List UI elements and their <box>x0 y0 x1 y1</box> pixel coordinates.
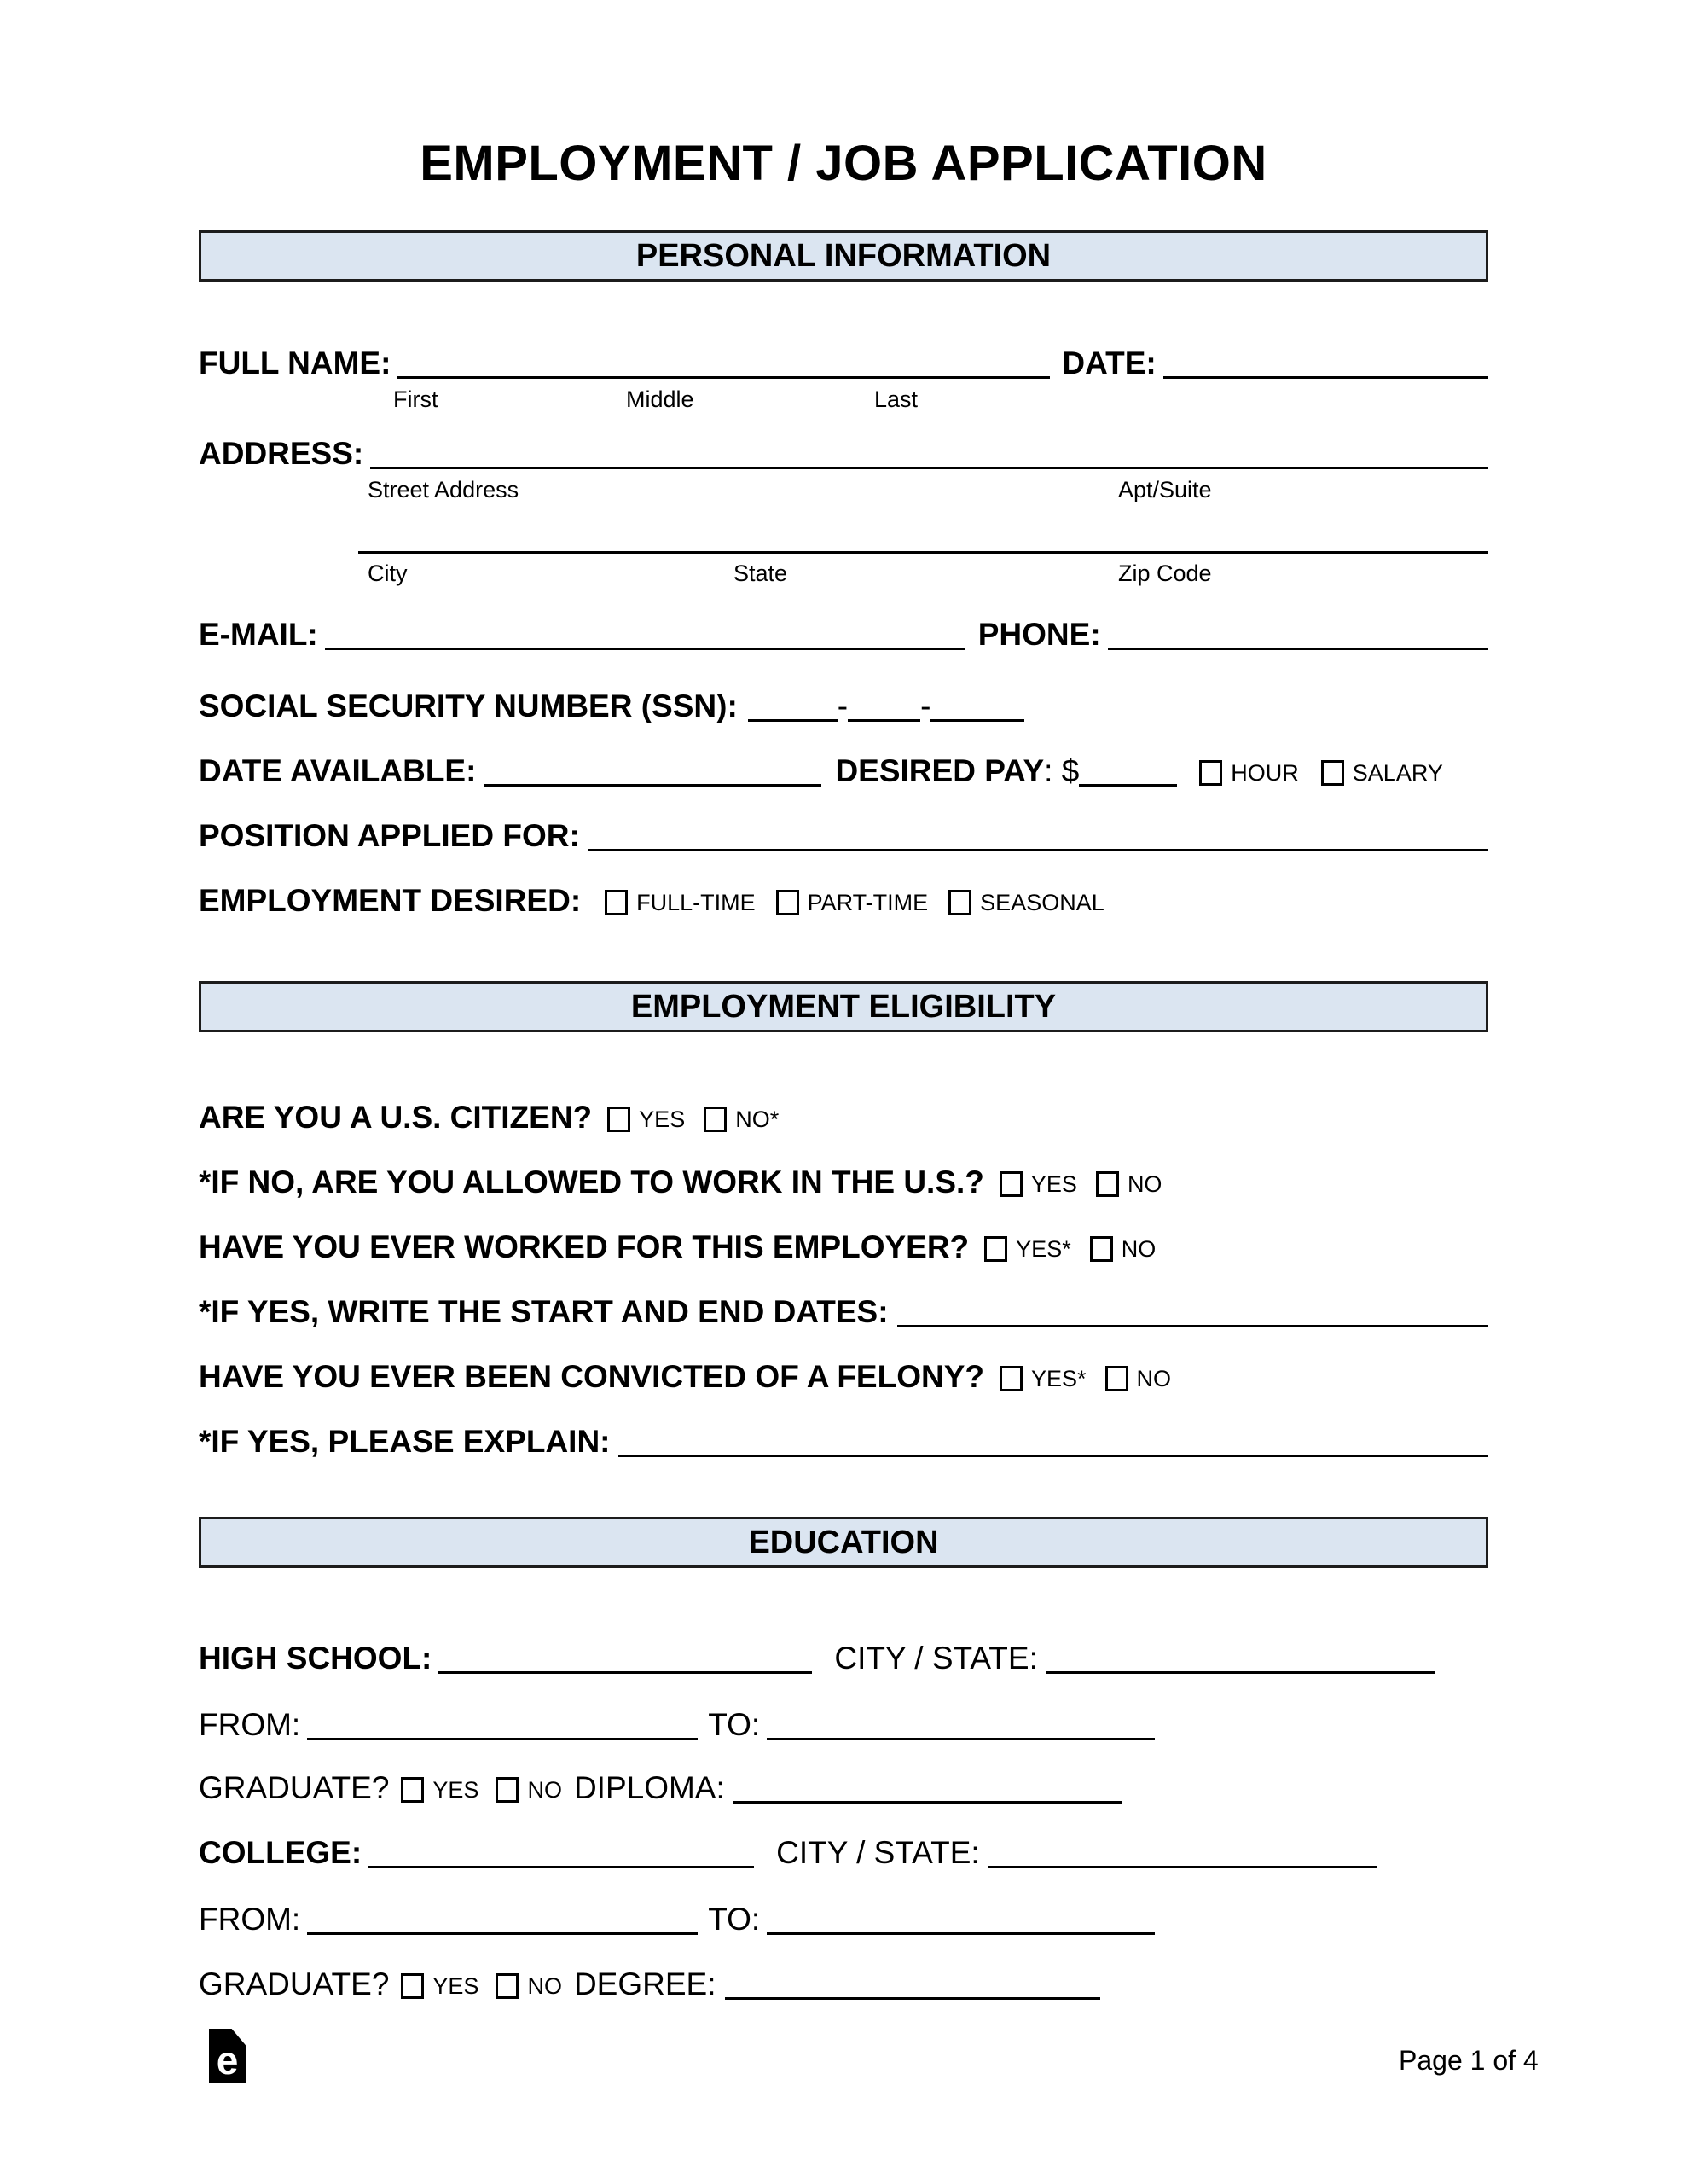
worked-yes-label: YES* <box>1016 1236 1071 1262</box>
checkbox-seasonal[interactable] <box>948 890 971 915</box>
citizen-question-row <box>199 1099 1488 1136</box>
college-city-state-label: CITY / STATE: <box>776 1835 980 1870</box>
checkbox-college-graduate-yes[interactable] <box>401 1973 424 1999</box>
desired-pay-input-line[interactable] <box>1079 784 1177 787</box>
ssn-separator: - <box>920 688 931 723</box>
seasonal-option-label: SEASONAL <box>980 890 1104 915</box>
address-label: ADDRESS: <box>199 436 364 471</box>
position-input-line[interactable] <box>588 849 1488 851</box>
hour-option-label: HOUR <box>1231 760 1299 786</box>
date-available-input-line[interactable] <box>484 784 821 787</box>
felony-question-row <box>199 1358 1488 1396</box>
hs-graduate-row <box>199 1769 1488 1807</box>
college-graduate-yes-option <box>401 1971 478 2003</box>
hs-graduate-yes-label: YES <box>432 1777 479 1803</box>
checkbox-part-time[interactable] <box>776 890 799 915</box>
section-header-personal-information <box>199 230 1488 282</box>
worked-no-label: NO <box>1121 1236 1157 1262</box>
hs-from-input-line[interactable] <box>307 1738 698 1740</box>
degree-input-line[interactable] <box>725 1997 1100 2000</box>
citizen-yes-option <box>607 1104 685 1136</box>
date-label: DATE: <box>1062 346 1157 380</box>
hs-city-state-label: CITY / STATE: <box>834 1641 1038 1676</box>
hs-to-input-line[interactable] <box>767 1738 1155 1740</box>
college-graduate-no-label: NO <box>527 1973 562 1999</box>
employment-seasonal-option <box>948 887 1104 920</box>
city-sublabel: City <box>368 561 408 586</box>
college-to-label: TO: <box>708 1902 761 1937</box>
worked-yes-option <box>984 1234 1071 1266</box>
allowed-yes-option <box>1000 1169 1077 1201</box>
work-dates-input-line[interactable] <box>897 1325 1488 1327</box>
section-header-employment-eligibility <box>199 981 1488 1032</box>
college-from-to-row <box>199 1901 1488 1938</box>
hs-from-label: FROM: <box>199 1707 301 1742</box>
work-dates-row <box>199 1293 1488 1331</box>
full-name-label: FULL NAME: <box>199 346 391 380</box>
page-title: EMPLOYMENT / JOB APPLICATION <box>420 136 1267 191</box>
work-dates-label: *IF YES, WRITE THE START AND END DATES: <box>199 1294 889 1329</box>
ssn-row <box>199 688 1488 725</box>
hs-to-label: TO: <box>708 1707 761 1742</box>
checkbox-citizen-yes[interactable] <box>607 1107 630 1132</box>
checkbox-hs-graduate-no[interactable] <box>496 1777 519 1803</box>
position-row <box>199 817 1488 855</box>
date-available-row <box>199 752 1488 790</box>
desired-pay-currency: : $ <box>1044 753 1080 788</box>
college-city-state-input-line[interactable] <box>988 1866 1377 1868</box>
checkbox-citizen-no[interactable] <box>704 1107 727 1132</box>
college-graduate-label: GRADUATE? <box>199 1966 390 2001</box>
part-time-option-label: PART-TIME <box>807 890 929 915</box>
email-label: E-MAIL: <box>199 617 318 652</box>
felony-question-label: HAVE YOU EVER BEEN CONVICTED OF A FELONY? <box>199 1359 984 1394</box>
ssn-label: SOCIAL SECURITY NUMBER (SSN): <box>199 688 738 723</box>
allowed-yes-label: YES <box>1030 1171 1077 1197</box>
worked-for-employer-question-label: HAVE YOU EVER WORKED FOR THIS EMPLOYER? <box>199 1229 970 1264</box>
checkbox-salary[interactable] <box>1321 760 1344 786</box>
street-address-sublabel: Street Address <box>368 477 519 502</box>
email-input-line[interactable] <box>325 648 965 650</box>
degree-label: DEGREE: <box>573 1966 716 2001</box>
checkbox-college-graduate-no[interactable] <box>496 1973 519 1999</box>
full-time-option-label: FULL-TIME <box>636 890 756 915</box>
state-sublabel: State <box>733 561 788 586</box>
hs-graduate-label: GRADUATE? <box>199 1770 390 1805</box>
college-graduate-no-option <box>496 1971 562 2003</box>
citizen-yes-label: YES <box>639 1107 686 1132</box>
apt-suite-sublabel: Apt/Suite <box>1118 477 1212 502</box>
high-school-row <box>199 1640 1488 1677</box>
hs-graduate-no-label: NO <box>527 1777 562 1803</box>
felony-explain-label: *IF YES, PLEASE EXPLAIN: <box>199 1424 611 1459</box>
phone-label: PHONE: <box>977 617 1101 652</box>
checkbox-hour[interactable] <box>1199 760 1222 786</box>
felony-yes-label: YES* <box>1031 1366 1087 1391</box>
position-label: POSITION APPLIED FOR: <box>199 818 580 853</box>
felony-explain-row <box>199 1423 1488 1461</box>
hs-graduate-yes-option <box>401 1774 478 1807</box>
diploma-label: DIPLOMA: <box>573 1770 725 1805</box>
hs-from-to-row <box>199 1706 1488 1744</box>
citizen-question-label: ARE YOU A U.S. CITIZEN? <box>199 1100 593 1135</box>
worked-for-employer-question-row <box>199 1228 1488 1266</box>
salary-option-label: SALARY <box>1352 760 1443 786</box>
logo-letter: e <box>216 2038 239 2082</box>
checkbox-allowed-yes[interactable] <box>1000 1171 1023 1197</box>
felony-yes-option <box>1000 1363 1087 1396</box>
eforms-logo-icon <box>209 2029 246 2083</box>
employment-part-time-option <box>776 887 929 920</box>
zip-code-sublabel: Zip Code <box>1118 561 1212 586</box>
diploma-input-line[interactable] <box>733 1801 1122 1804</box>
section-title: PERSONAL INFORMATION <box>635 237 1052 274</box>
first-name-sublabel: First <box>393 386 438 412</box>
section-title: EMPLOYMENT ELIGIBILITY <box>630 988 1057 1025</box>
employment-desired-label: EMPLOYMENT DESIRED: <box>199 883 582 918</box>
checkbox-hs-graduate-yes[interactable] <box>401 1777 424 1803</box>
checkbox-allowed-no[interactable] <box>1096 1171 1119 1197</box>
last-name-sublabel: Last <box>874 386 919 412</box>
college-from-label: FROM: <box>199 1902 301 1937</box>
worked-no-option <box>1090 1234 1157 1266</box>
ssn-input-line-3[interactable] <box>930 719 1024 722</box>
page-indicator: Page 1 of 4 <box>1399 2045 1539 2076</box>
checkbox-full-time[interactable] <box>605 890 628 915</box>
full-name-input-line[interactable] <box>397 376 1050 379</box>
full-name-row <box>199 345 1488 382</box>
email-phone-row <box>199 616 1488 653</box>
date-input-line[interactable] <box>1163 376 1488 379</box>
phone-input-line[interactable] <box>1108 648 1488 650</box>
address-street-input-line[interactable] <box>370 467 1488 469</box>
citizen-no-option <box>704 1104 779 1136</box>
felony-no-label: NO <box>1136 1366 1172 1391</box>
date-available-label: DATE AVAILABLE: <box>199 753 477 788</box>
ssn-input-line-1[interactable] <box>748 719 838 722</box>
address-city-input-line[interactable] <box>358 551 1488 554</box>
hs-graduate-no-option <box>496 1774 562 1807</box>
checkbox-felony-no[interactable] <box>1105 1366 1128 1391</box>
employment-desired-row <box>199 882 1488 920</box>
allowed-to-work-question-label: *IF NO, ARE YOU ALLOWED TO WORK IN THE U.S.? <box>199 1165 984 1199</box>
college-graduate-yes-label: YES <box>432 1973 479 1999</box>
college-row <box>199 1834 1488 1872</box>
college-label: COLLEGE: <box>199 1835 362 1870</box>
hs-city-state-input-line[interactable] <box>1046 1671 1435 1674</box>
allowed-no-label: NO <box>1127 1171 1162 1197</box>
checkbox-felony-yes[interactable] <box>1000 1366 1023 1391</box>
ssn-separator: - <box>837 688 849 723</box>
felony-no-option <box>1105 1363 1172 1396</box>
section-header-education <box>199 1517 1488 1568</box>
citizen-no-label: NO* <box>735 1107 780 1132</box>
high-school-input-line[interactable] <box>438 1671 812 1674</box>
college-to-input-line[interactable] <box>767 1932 1155 1935</box>
felony-explain-input-line[interactable] <box>618 1455 1488 1457</box>
college-input-line[interactable] <box>368 1866 754 1868</box>
high-school-label: HIGH SCHOOL: <box>199 1641 432 1676</box>
section-title: EDUCATION <box>748 1524 939 1560</box>
checkbox-worked-no[interactable] <box>1090 1236 1113 1262</box>
ssn-input-line-2[interactable] <box>848 719 920 722</box>
checkbox-worked-yes[interactable] <box>984 1236 1007 1262</box>
employment-full-time-option <box>605 887 756 920</box>
college-from-input-line[interactable] <box>307 1932 698 1935</box>
allowed-no-option <box>1096 1169 1162 1201</box>
college-graduate-row <box>199 1966 1488 2003</box>
address-row <box>199 435 1488 473</box>
pay-type-hour-option <box>1199 758 1299 790</box>
desired-pay-label: DESIRED PAY <box>835 753 1045 788</box>
middle-name-sublabel: Middle <box>626 386 694 412</box>
pay-type-salary-option <box>1321 758 1443 790</box>
allowed-to-work-question-row <box>199 1164 1488 1201</box>
